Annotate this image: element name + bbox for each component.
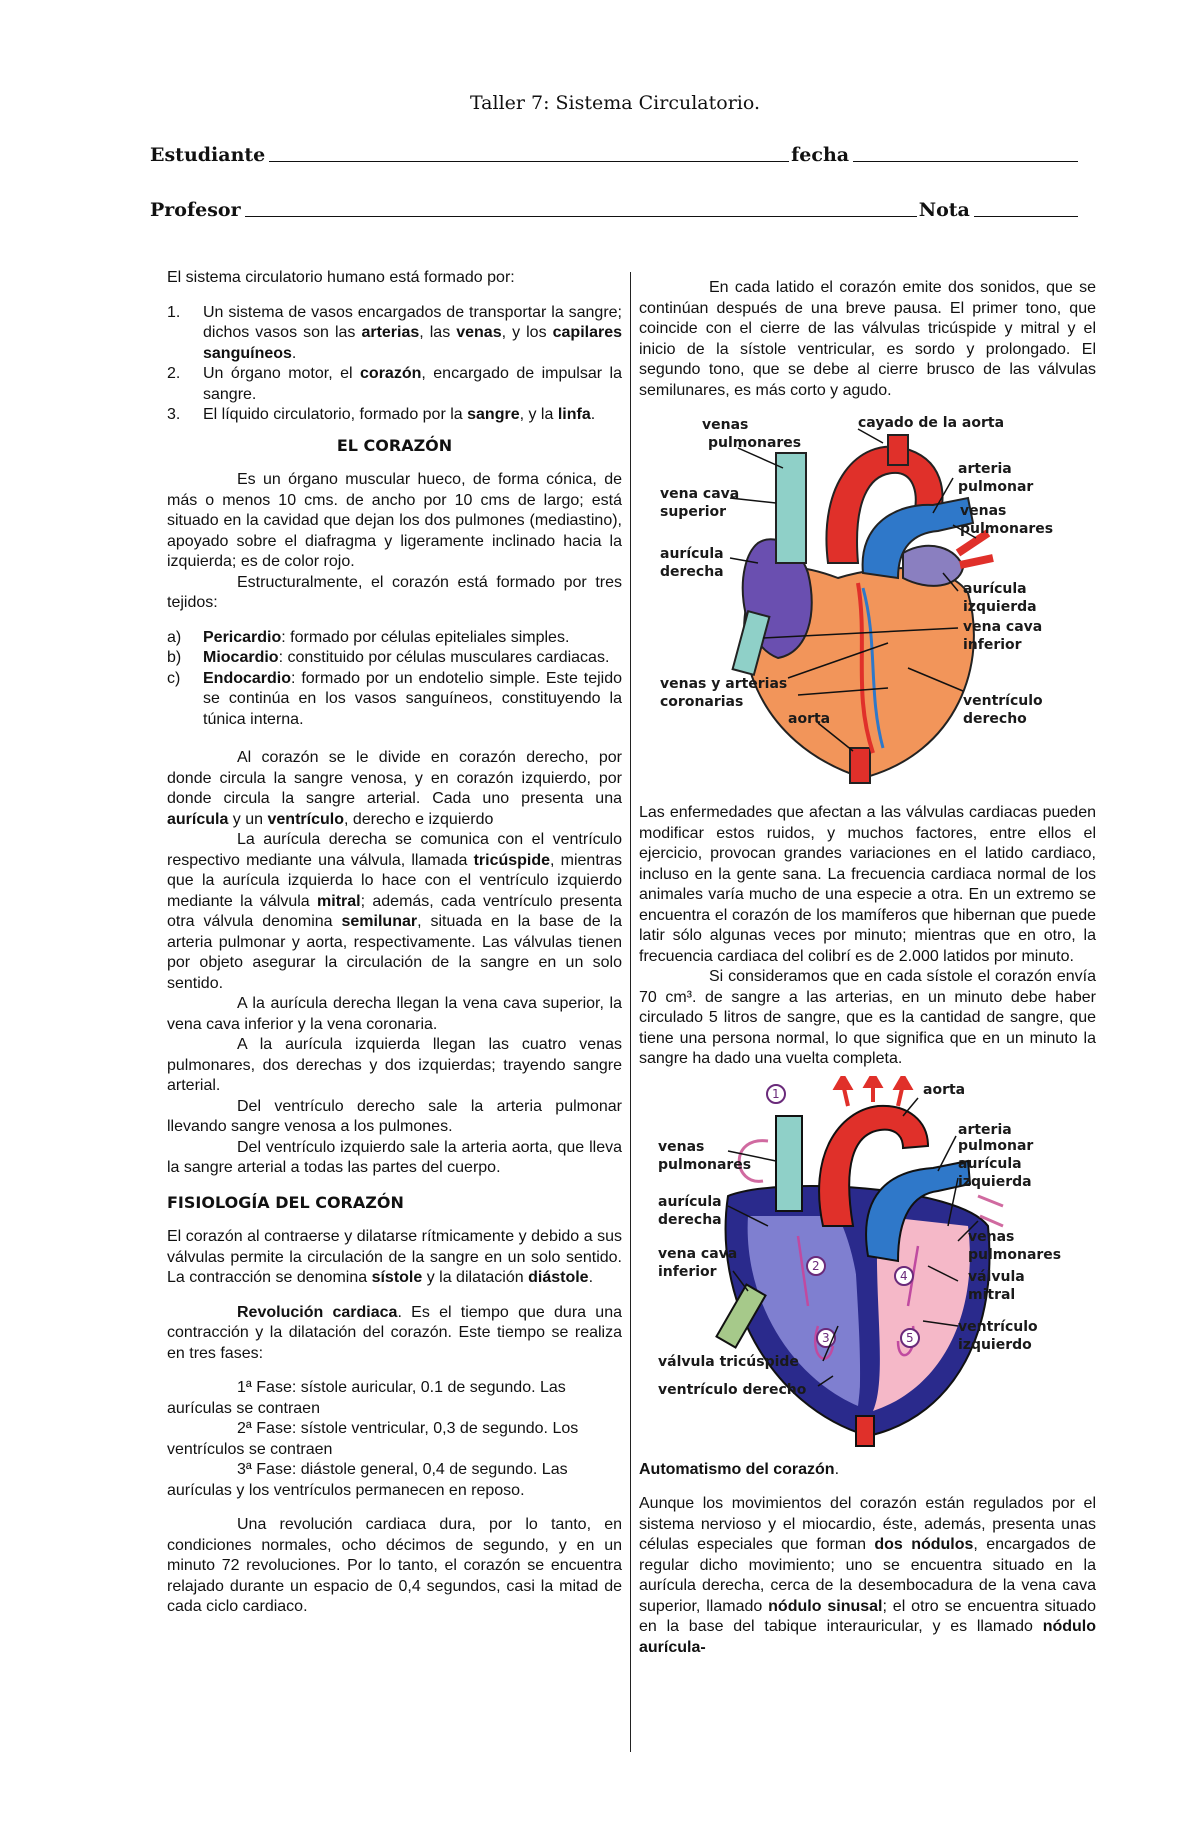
label-aorta: aorta (787, 711, 830, 727)
label-vena-cava-superior: vena cava (659, 486, 739, 502)
structure-paragraph: Estructuralmente, el corazón está formado por tres tejidos: (167, 573, 622, 611)
flow-number-4: 4 (899, 1268, 908, 1283)
label-vena-cava-inferior-2: inferior (962, 637, 1022, 653)
list-marker: 1. (167, 303, 181, 321)
list-item-text: Un sistema de vasos encargados de transportar la sangre; dichos vasos son las arterias, las venas, y los capilares sanguíneos. (203, 303, 623, 362)
label-cayado-aorta: cayado de la aorta (857, 415, 1004, 431)
automatism-heading: Automatismo del corazón. (639, 1460, 840, 1478)
phase-3: 3ª Fase: diástole general, 0,4 de segundo. Las aurículas y los ventrículos permanecen en reposo. (167, 1461, 568, 1499)
label-venas-pulmonares-der: venas (967, 1228, 1014, 1245)
page-title: Taller 7: Sistema Circulatorio. (469, 92, 761, 114)
revolution-paragraph: Revolución cardiaca. Es el tiempo que dura una contracción y la dilatación del corazón. Este tiempo se realiza en tres fases: (167, 1303, 622, 1362)
label-ventriculo-izquierdo: ventrículo (957, 1318, 1038, 1335)
duration-paragraph: Una revolución cardiaca dura, por lo tanto, en condiciones normales, ocho décimos de segundo, y en un minuto 72 revoluciones. Por lo tanto, el corazón se encuentra relajado durante un espacio de 0,4 segundos, casi la mitad de cada ciclo cardiaco. (167, 1516, 622, 1615)
label-ventriculo-izquierdo-2: izquierdo (957, 1336, 1032, 1353)
flow-number-2: 2 (811, 1258, 820, 1273)
label-vena-cava-inferior: vena cava (657, 1245, 737, 1262)
right-ventricle-paragraph: Del ventrículo derecho sale la arteria pulmonar llevando sangre venosa a los pulmones. (167, 1097, 622, 1135)
grade-field[interactable] (974, 216, 1078, 217)
right-atrium-paragraph: A la aurícula derecha llegan la vena cava superior, la vena cava inferior y la vena coronaria. (167, 995, 622, 1033)
division-paragraph: Al corazón se le divide en corazón derecho, por donde circula la sangre venosa, y en corazón izquierdo, por donde circula la sangre arterial. Cada uno presenta una aurícula y un ventrículo, derecho e izquierdo (167, 749, 622, 828)
physiology-paragraph: El corazón al contraerse y dilatarse rítmicamente y debido a sus válvulas permite la circulación de la sangre en un solo sentido. La contracción se denomina sístole y la dilatación diástole. (167, 1228, 622, 1286)
tissues-list (167, 628, 622, 731)
label-auricula-derecha-2: derecha (657, 1211, 722, 1228)
label-venas-pulmonares-der: venas (959, 503, 1006, 519)
left-atrium-shape (903, 546, 963, 586)
label-auricula-izquierda: aurícula (962, 581, 1027, 597)
heart-heading: EL CORAZÓN (336, 435, 453, 455)
grade-label: Nota (918, 199, 970, 221)
label-auricula-izquierda-2: izquierda (962, 599, 1037, 615)
label-ventriculo-derecho: ventrículo derecho (657, 1381, 806, 1398)
label-venas-pulmonares: venas (657, 1138, 704, 1155)
label-coronarias-2: coronarias (659, 694, 743, 710)
physiology-heading: FISIOLOGÍA DEL CORAZÓN (167, 1192, 404, 1212)
flow-number-1: 1 (771, 1086, 780, 1101)
list-item (167, 364, 622, 405)
label-auricula-izquierda: aurícula (957, 1155, 1022, 1172)
teacher-row (150, 199, 1080, 221)
intro-text: El sistema circulatorio humano está formado por: (167, 269, 515, 286)
student-field[interactable] (269, 161, 789, 162)
flow-number-5: 5 (905, 1330, 914, 1345)
label-valvula-tricuspide: válvula tricúspide (657, 1353, 799, 1370)
label-venas-pulmonares: venas (701, 417, 748, 433)
column-divider (630, 272, 631, 1752)
heart-internal-figure (658, 1076, 1078, 1456)
flow-number-3: 3 (821, 1330, 830, 1345)
diseases-paragraph: Las enfermedades que afectan a las válvulas cardiacas pueden modificar estos ruidos, y muchos factores, entre ellos el ejercicio, provocan grandes variaciones en el latido cardiaco, incluso en la gente sana. La frecuencia cardiaca normal de los animales varía mucho de una especie a otra. En un extremo se encuentra el corazón de los mamíferos que hibernan que puede latir sólo algunas veces por minuto; mientras que en otro, la frecuencia cardiaca del colibrí es de 2.000 latidos por minuto. (639, 804, 1096, 965)
label-coronarias: venas y arterias (659, 676, 787, 692)
label-arteria-pulmonar: arteria (957, 461, 1012, 477)
phase-2: 2ª Fase: sístole ventricular, 0,3 de segundo. Los ventrículos se contraen (167, 1420, 579, 1458)
valves-paragraph: La aurícula derecha se comunica con el ventrículo respectivo mediante una válvula, llamada tricúspide, mientras que la aurícula izquierda lo hace con el ventrículo izquierdo mediante la válvula mitral; además, cada ventrículo presenta otra válvula denomina semilunar, situada en la base de la arteria pulmonar y aorta, respectivamente. Las válvulas tienen por objeto asegurar la circulación de la sangre en un solo sentido. (167, 831, 623, 992)
volume-paragraph: Si consideramos que en cada sístole el corazón envía 70 cm³. de sangre a las arterias, en un minuto debe haber circulado 5 litros de sangre, que es la cantidad de sangre, que tiene una persona normal, lo que significa que en un minuto la sangre ha dado una vuelta completa. (639, 968, 1096, 1067)
label-valvula-mitral-2: mitral (967, 1286, 1015, 1303)
label-arteria-pulmonar: arteria (957, 1121, 1012, 1138)
label-arteria-pulmonar-2: pulmonar (957, 479, 1033, 495)
label-auricula-derecha: aurícula (657, 1193, 722, 1210)
label-ventriculo-derecho-2: derecho (962, 711, 1027, 727)
teacher-label: Profesor (150, 199, 241, 221)
list-item-text: Un órgano motor, el corazón, encargado de impulsar la sangre. (203, 365, 622, 403)
left-atrium-paragraph: A la aurícula izquierda llegan las cuatro venas pulmonares, dos derechas y dos izquierdas; trayendo sangre arterial. (167, 1036, 622, 1094)
list-marker: 3. (167, 406, 181, 423)
list-marker: 2. (167, 365, 181, 382)
left-ventricle-paragraph: Del ventrículo izquierdo sale la arteria aorta, que lleva la sangre arterial a todas las partes del cuerpo. (167, 1138, 622, 1176)
components-list (167, 303, 622, 426)
heart-paragraph: Es un órgano muscular hueco, de forma cónica, de más o menos 10 cms. de ancho por 10 cms de largo; está situado en la cavidad que dejan los dos pulmones (mediastino), apoyado sobre el diafragma y ligeramente inclinado hacia la izquierda; es de color rojo. (167, 471, 622, 570)
label-venas-pulmonares-der-2: pulmonares (959, 521, 1053, 537)
label-arteria-pulmonar-2: pulmonar (957, 1137, 1033, 1154)
phase-1: 1ª Fase: sístole auricular, 0.1 de segundo. Las aurículas se contraen (167, 1379, 566, 1417)
automatism-paragraph: Aunque los movimientos del corazón están regulados por el sistema nervioso y el miocardio, éste, además, presenta unas células especiales que forman dos nódulos, encargados de regular dicho movimiento; uno se encuentra situado en la aurícula derecha, cerca de la desembocadura de la vena cava superior, llamado nódulo sinusal; el otro se encuentra situado en la base del tabique interauricular, y es llamado nódulo aurícula- (639, 1495, 1096, 1656)
superior-vena-cava-shape (776, 453, 806, 563)
teacher-field[interactable] (245, 216, 917, 217)
label-vena-cava-inferior: vena cava (962, 619, 1042, 635)
list-item: b) Miocardio: constituido por células musculares cardiacas. (167, 649, 610, 666)
list-item: c) Endocardio: formado por un endotelio simple. Este tejido se continúa en los vasos sanguíneos, constituyendo la túnica interna. (167, 669, 622, 728)
label-venas-pulmonares-2: pulmonares (657, 1156, 751, 1173)
label-aorta: aorta (922, 1081, 965, 1098)
list-item-text: El líquido circulatorio, formado por la sangre, y la linfa. (203, 406, 596, 423)
label-auricula-derecha-2: derecha (659, 564, 724, 580)
heart-external-figure (658, 413, 1078, 793)
list-item: a) Pericardio: formado por células epiteliales simples. (167, 628, 570, 646)
sounds-paragraph: En cada latido el corazón emite dos sonidos, que se continúan después de una breve pausa. El primer tono, que coincide con el cierre de las válvulas tricúspide y mitral y el inicio de la sístole ventricular, es sordo y prolongado. El segundo tono, que se debe al cierre brusco de las válvulas semilunares, es más corto y agudo. (639, 279, 1096, 399)
label-venas-pulmonares-2: pulmonares (707, 435, 801, 451)
label-valvula-mitral: válvula (967, 1268, 1025, 1285)
label-auricula-derecha: aurícula (659, 546, 724, 562)
left-column (167, 268, 622, 1618)
list-item (167, 405, 622, 426)
right-column (639, 278, 1096, 1658)
date-field[interactable] (853, 161, 1078, 162)
label-ventriculo-derecho: ventrículo (962, 693, 1043, 709)
student-label: Estudiante (150, 144, 266, 166)
label-vena-cava-superior-2: superior (659, 504, 726, 520)
label-auricula-izquierda-2: izquierda (957, 1173, 1032, 1190)
label-venas-pulmonares-der-2: pulmonares (967, 1246, 1061, 1263)
list-item (167, 303, 622, 365)
label-vena-cava-inferior-2: inferior (657, 1263, 717, 1280)
student-row (150, 144, 1080, 166)
date-label: fecha (791, 144, 850, 166)
